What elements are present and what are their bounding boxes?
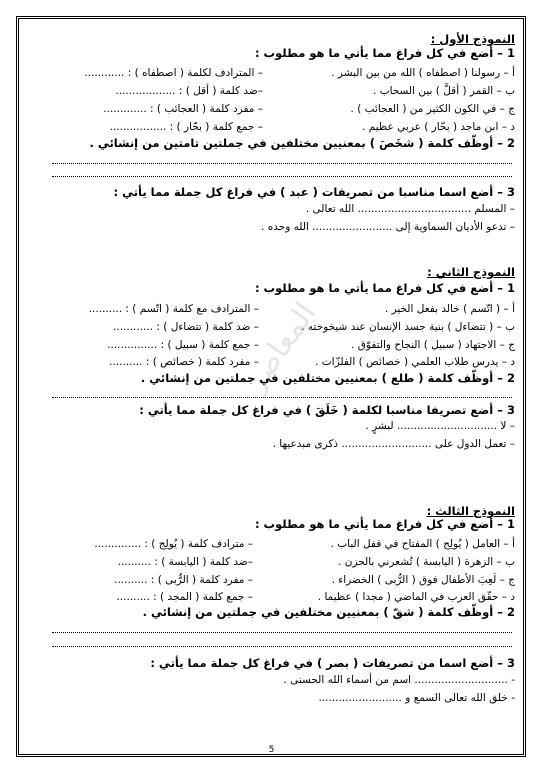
m1-q1-title: 1 – أضع في كل فراغ مما يأتي ما هو مطلوب :: [254, 46, 515, 60]
m1-q1-b-task: –ضد كلمة ( أقل ) : ..................: [115, 85, 263, 97]
m2-q1-c-sentence: ج – الاجتهاد ( سبيل ) النجاح والتفوّق .: [351, 339, 515, 351]
m1-q1-b-sentence: ب – القمر ( أقلَّ ) بين السحاب .: [373, 85, 515, 97]
m3-q1-c-sentence: ج – لَعِبَ الأطفال فوق ( الرُّبى ) الخضراء .: [331, 574, 515, 586]
m2-q1-d-task: – مفرد كلمة ( خصائص ) : ..........: [109, 356, 259, 368]
model-2-title: النموذج الثاني :: [427, 265, 515, 279]
m1-q1-d-task: – جمع كلمة ( بحّار ) : .................: [109, 121, 263, 133]
m1-q1-d-sentence: د – ابن ماجد ( بحّار ) عربي عظيم .: [362, 121, 515, 133]
m3-q2-answer-line-1[interactable]: [52, 632, 512, 633]
m3-q1-d-task: – جمع كلمة ( المجد ) : ..........: [116, 591, 253, 603]
m3-q1-b-sentence: ب – الزهرة ( اليابسة ) تُشعرني بالحزن .: [338, 556, 515, 568]
m3-q1-b-task: –ضد كلمة ( اليابسة ) : ..........: [117, 556, 253, 568]
model-3-title: النموذج الثالث :: [426, 504, 515, 518]
m1-q2-title: 2 – أوظّف كلمة ( شخَصَ ) بمعنيين مختلفين في جملتين تامتين من إنشائي .: [89, 136, 515, 150]
m3-q1-c-task: – مفرد كلمة ( الرُّبى ) : ..........: [114, 574, 253, 586]
m2-q1-b-task: – ضد كلمة ( تتضاءل ) : ............: [113, 321, 259, 333]
m2-q3-title: 3 – أضع تصريفا مناسبا لكلمة ( خَلَقَ ) في فراغ كل جملة مما يأتي :: [139, 403, 515, 417]
m3-q1-title: 1 – أضع في كل فراغ مما يأتي ما هو مطلوب :: [254, 517, 515, 531]
model-1-title: النموذج الأول :: [430, 32, 515, 46]
m3-q1-d-sentence: د – حقّق العرب في الماضي ( مجدا ) عظيما .: [317, 591, 515, 603]
m3-q3-sentence-1: - ............................ اسم من أسماء الله الحسنى .: [283, 674, 515, 686]
m2-q3-sentence-2: – تعمل الدول على ........................... ذكرى مبدعيها .: [272, 438, 515, 450]
m1-q3-sentence-2: – تدعو الأديان السماوية إلى ........................ الله وحده .: [261, 221, 515, 233]
m2-q2-title: 2 – أوظّف كلمة ( طلع ) بمعنيين مختلفين في جملتين من إنشائي .: [140, 371, 515, 385]
m1-q1-c-sentence: ج – في الكون الكثير من ( العجائب ) .: [350, 103, 515, 115]
m2-q1-b-sentence: ب – ( تتضاءل ) بنية جسد الإنسان عند شيخوخته .: [301, 321, 515, 333]
page-number: 5: [268, 745, 275, 755]
m2-q1-c-task: – جمع كلمة ( سبيل ) : ...............: [107, 339, 259, 351]
m3-q2-title: 2 – أوظّف كلمة ( شقّ ) بمعنيين مختلفين في جملتين من إنشائي .: [142, 605, 515, 619]
m2-q1-a-task: – المترادف مع كلمة ( اتّسم ) : ..........: [88, 303, 259, 315]
m3-q1-a-sentence: أ – العامل ( يُولِج ) المفتاح في قفل الباب .: [330, 538, 515, 550]
m2-q1-a-sentence: أ – ( اتّسم ) خالد بفعل الخير .: [384, 303, 515, 315]
m1-q3-sentence-1: – المسلم .................................. الله تعالى .: [305, 203, 515, 215]
m3-q1-a-task: – مترادف كلمة ( يُولِج ) : ..............: [94, 538, 253, 550]
m1-q2-answer-line-2[interactable]: [52, 176, 512, 177]
m1-q1-a-sentence: أ – رسولنا ( اصطفاه ) الله من بين البشر .: [331, 67, 515, 79]
watermark: المعاصر: [237, 296, 324, 399]
m3-q3-title: 3 – أضع اسما من تصريفات ( بصر ) في فراغ كل جملة مما يأتي :: [150, 656, 515, 670]
m3-q3-sentence-2: - خلق الله تعالى السمع و .........................: [318, 692, 515, 704]
m2-q2-answer-line-1[interactable]: [52, 397, 512, 398]
m1-q1-a-task: – المترادف لكلمة ( اصطفاه ) : ............: [84, 67, 263, 79]
m2-q1-d-sentence: د – يدرس طلاب العلمي ( خصائص ) الفلزّات .: [315, 356, 515, 368]
m2-q1-title: 1 – أضع في كل فراغ مما يأتي ما هو مطلوب :: [254, 281, 515, 295]
m2-q3-sentence-1: – لا .............................. لبشرٍ .: [365, 420, 515, 432]
m1-q1-c-task: – مفرد كلمة ( العجائب ) : .............: [103, 103, 263, 115]
m3-q2-answer-line-2[interactable]: [52, 646, 512, 647]
m1-q3-title: 3 – أضع اسما مناسبا من تصريفات ( عبد ) في فراغ كل جملة مما يأتي :: [113, 185, 515, 199]
m1-q2-answer-line-1[interactable]: [52, 163, 512, 164]
